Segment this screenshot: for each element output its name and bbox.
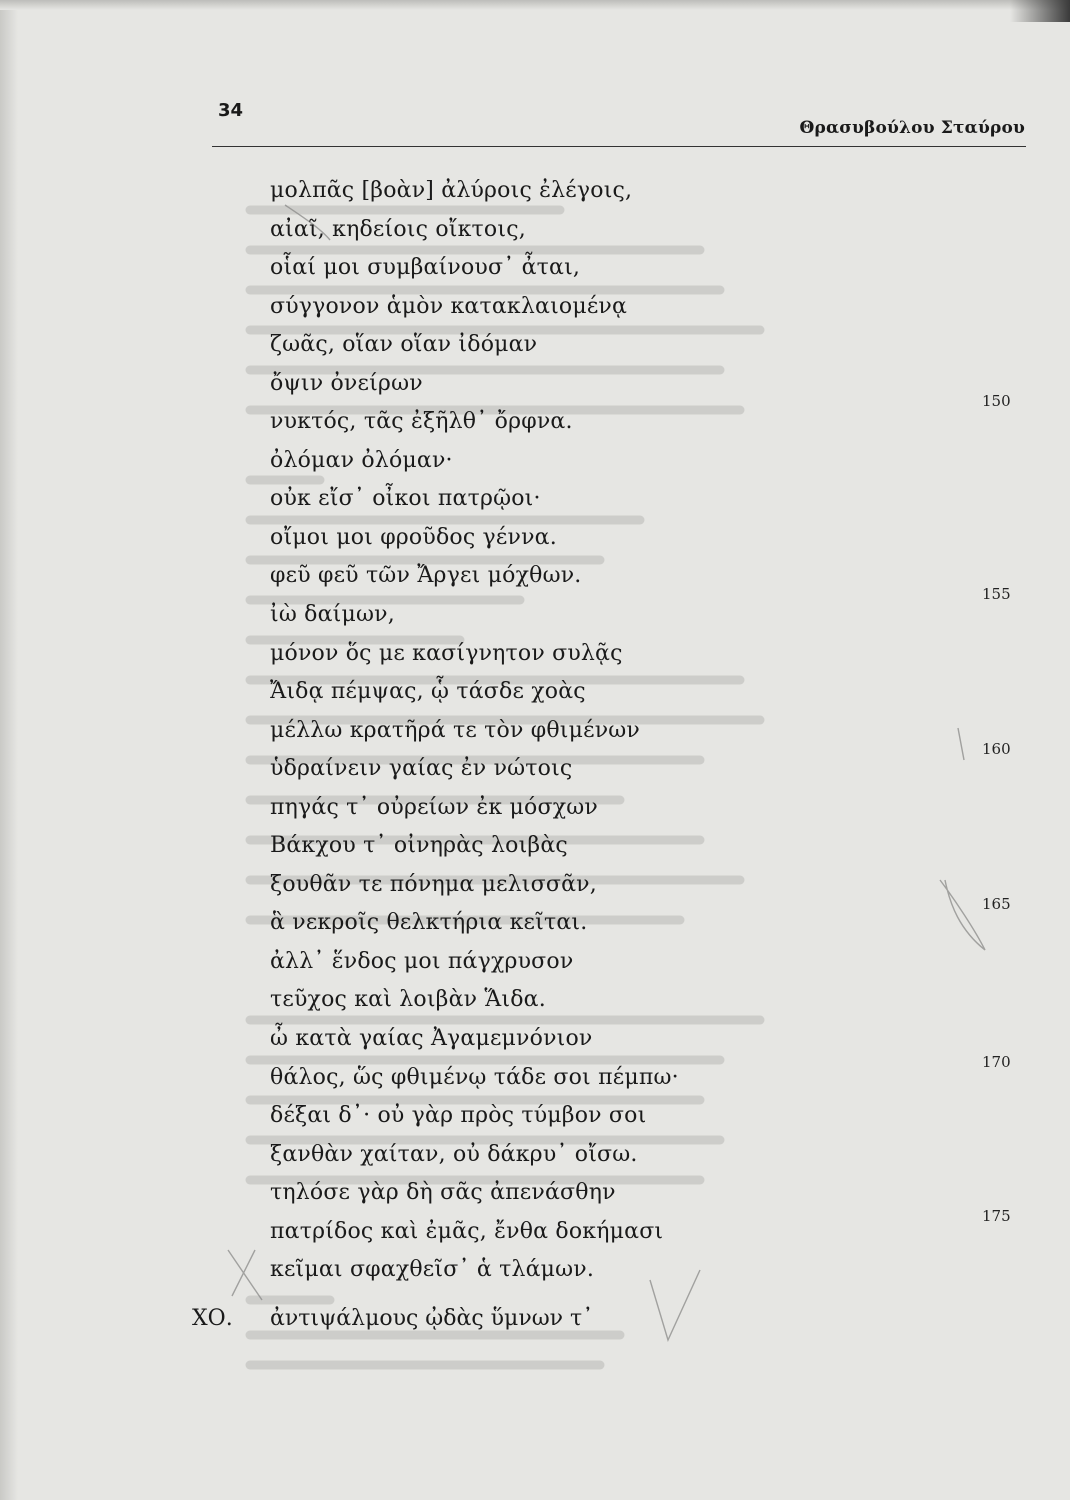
verse-line: ὑδραίνειν γαίας ἐν νώτοις	[270, 756, 573, 782]
line-number: 165	[982, 895, 1011, 913]
verse-line: ἃ νεκροῖς θελκτήρια κεῖται.	[270, 910, 588, 936]
verse-line: ὀλόμαν ὀλόμαν·	[270, 447, 453, 473]
verse-line: ὦ κατὰ γαίας Ἀγαμεμνόνιον	[270, 1026, 593, 1052]
verse-line: οἷαί μοι συμβαίνουσ᾽ ἆται,	[270, 255, 581, 281]
verse-line: θάλος, ὥς φθιμένῳ τάδε σοι πέμπω·	[270, 1064, 679, 1090]
verse-line: μόνον ὅς με κασίγνητον συλᾷς	[270, 640, 623, 666]
running-head: Θρασυβούλου Σταύρου	[799, 118, 1025, 138]
verse-line: οὐκ εἴσ᾽ οἶκοι πατρῷοι·	[270, 486, 541, 512]
page-number: 34	[218, 100, 244, 121]
verse-line: Ἄιδᾳ πέμψας, ᾧ τάσδε χοὰς	[270, 679, 586, 705]
verse-line: τηλόσε γὰρ δὴ σᾶς ἀπενάσθην	[270, 1180, 616, 1206]
verse-line: φεῦ φεῦ τῶν Ἄργει μόχθων.	[270, 563, 582, 589]
verse-line: ζωᾶς, οἵαν οἵαν ἰδόμαν	[270, 332, 538, 358]
verse-line: νυκτός, τᾶς ἐξῆλθ᾽ ὄρφνα.	[270, 409, 573, 435]
verse-line: ὄψιν ὀνείρων	[270, 370, 423, 396]
line-number: 150	[982, 392, 1011, 410]
chorus-verse: ἀντιψάλμους ᾠδὰς ὕμνων τ᾽	[270, 1306, 594, 1331]
verse-line: αἰαῖ, κηδείοις οἴκτοις,	[270, 216, 526, 242]
verse-line: τεῦχος καὶ λοιβὰν Ἅιδα.	[270, 987, 546, 1013]
verse-line: σύγγονον ἁμὸν κατακλαιομένᾳ	[270, 293, 628, 319]
line-number: 160	[982, 740, 1011, 758]
verse-line: μολπᾶς [βοὰν] ἀλύροις ἐλέγοις,	[270, 178, 633, 203]
verse-line: δέξαι δ᾽· οὐ γὰρ πρὸς τύμβον σοι	[270, 1103, 647, 1129]
chorus-line	[192, 1300, 593, 1338]
verse-line: ξουθᾶν τε πόνημα μελισσᾶν,	[270, 871, 597, 897]
verse-line: κεῖμαι σφαχθεῖσ᾽ ἁ τλάμων.	[270, 1257, 595, 1283]
line-number: 155	[982, 585, 1011, 603]
verse-line: πατρίδος καὶ ἐμᾶς, ἔνθα δοκήμασι	[270, 1218, 664, 1244]
verse-list	[270, 172, 679, 1290]
line-number: 175	[982, 1207, 1011, 1225]
scan-edge-shadow	[0, 0, 18, 1500]
line-number: 170	[982, 1053, 1011, 1071]
speaker-label: ΧΟ.	[192, 1306, 233, 1331]
verse-line: μέλλω κρατῆρά τε τὸν φθιμένων	[270, 717, 640, 743]
verse-line: πηγάς τ᾽ οὐρείων ἐκ μόσχων	[270, 794, 598, 820]
verse-line: ξανθὰν χαίταν, οὐ δάκρυ᾽ οἴσω.	[270, 1141, 638, 1167]
header-rule	[212, 146, 1026, 147]
verse-line: οἴμοι μοι φροῦδος γέννα.	[270, 524, 557, 550]
verse-line: Βάκχου τ᾽ οἰνηρὰς λοιβὰς	[270, 833, 568, 859]
scan-top-shadow	[0, 0, 1070, 10]
scan-corner-shadow	[1010, 0, 1070, 22]
verse-line: ἀλλ᾽ ἕνδος μοι πάγχρυσον	[270, 948, 574, 974]
verse-line: ἰὼ δαίμων,	[270, 602, 395, 628]
